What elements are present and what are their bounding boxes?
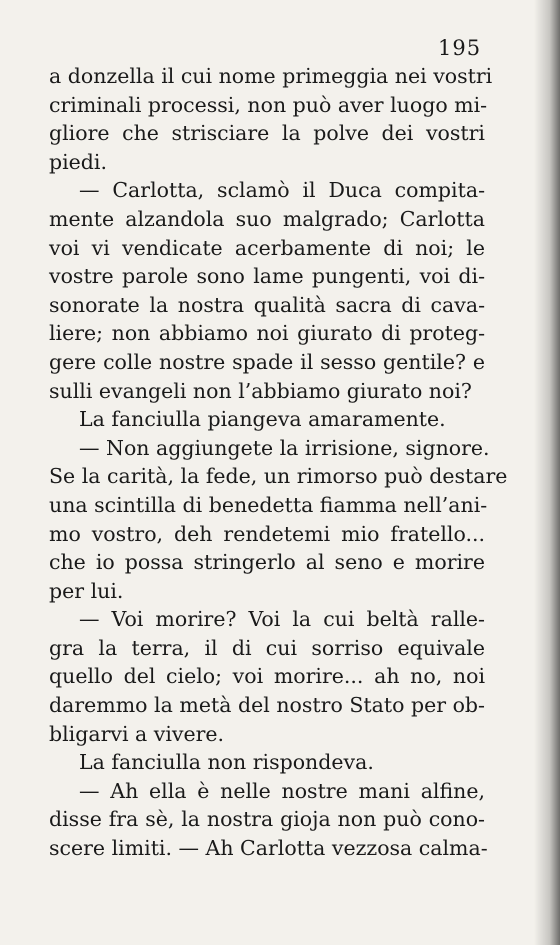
text-line: — Non aggiungete la irrisione, signore. [79, 435, 490, 460]
text-line: bligarvi a vivere. [49, 721, 225, 746]
text-line: gliore che strisciare la polve dei vostri [49, 121, 485, 146]
body-text [49, 62, 508, 863]
text-line: La fanciulla non rispondeva. [79, 750, 374, 775]
text-line: sonorate la nostra qualità sacra di cava- [49, 292, 485, 317]
text-line: disse fra sè, la nostra gioja non può cono- [49, 807, 485, 832]
text-line: che io possa stringerlo al seno e morire [49, 550, 485, 575]
text-line: voi vi vendicate acerbamente di noi; le [49, 235, 485, 260]
text-line: sulli evangeli non l’abbiamo giurato noi? [49, 378, 472, 403]
text-line: gere colle nostre spade il sesso gentile? e [49, 349, 485, 374]
text-line: — Voi morire? Voi la cui beltà ralle- [79, 607, 485, 632]
text-line: mente alzandola suo malgrado; Carlotta [49, 206, 485, 231]
page-number: 195 [438, 36, 482, 60]
text-line: daremmo la metà del nostro Stato per ob- [49, 693, 485, 718]
text-line: quello del cielo; voi morire... ah no, noi [49, 664, 485, 689]
text-line: criminali processi, non può aver luogo mi- [49, 92, 488, 117]
text-line: liere; non abbiamo noi giurato di proteg- [49, 321, 485, 346]
text-line: Se la carità, la fede, un rimorso può destare [49, 464, 508, 489]
text-line: — Carlotta, sclamò il Duca compita- [79, 178, 485, 203]
text-line: scere limiti. — Ah Carlotta vezzosa calma- [49, 836, 488, 861]
text-line: gra la terra, il di cui sorriso equivale [49, 635, 485, 660]
text-line: per lui. [49, 578, 124, 603]
text-line: mo vostro, deh rendetemi mio fratello... [49, 521, 485, 546]
text-line: piedi. [49, 149, 108, 174]
text-line: La fanciulla piangeva amaramente. [79, 407, 446, 432]
text-line: una scintilla di benedetta fiamma nell’ani- [49, 492, 488, 517]
text-line: — Ah ella è nelle nostre mani alfine, [79, 778, 485, 803]
text-line: a donzella il cui nome primeggia nei vostri [49, 64, 493, 88]
text-line: vostre parole sono lame pungenti, voi di- [49, 264, 485, 289]
binding-shadow [534, 0, 560, 945]
